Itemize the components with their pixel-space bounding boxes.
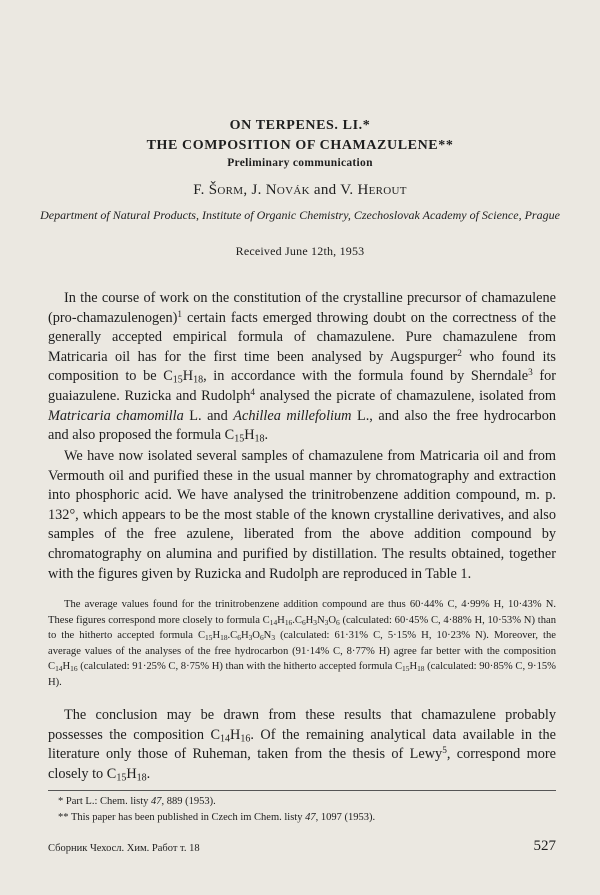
footnote-2: ** This paper has been published in Czech im Chem. listy 47, 1097 (1953). [58,812,376,823]
reference-mark: 2 [457,348,462,359]
author-separator: and V. [309,182,358,198]
reference-mark: 1 [177,309,183,320]
body-paragraph-2: We have now isolated several samples of chamazulene from Matricaria oil and from Vermouth oil and purified these in the usual manner by chromatography and extraction into phosphoric acid. We have analysed the trinitrobenzene addition compound, m. p. 132°, which appears to be the most stable of the known crystalline derivatives, and also samples of the free azulene, liberated from the above addition compound by chromatography on alumina and purified by distillation. The results obtained, together with the figures given by Ruzicka and Rudolph are reproduced in Table 1. [48,448,556,582]
author-3-name: Herout [357,182,407,198]
footnote-1: * Part L.: Chem. listy 47, 889 (1953). [58,796,216,807]
page-number: 527 [533,838,556,854]
title-line-2: THE COMPOSITION OF CHAMAZULENE** [146,138,454,153]
authors [0,182,600,199]
species-name: Matricaria chamomilla [48,407,184,424]
species-name: Achillea millefolium [233,407,352,424]
author-1-initial: F. [193,182,209,198]
reference-mark: 3 [528,368,533,379]
body-paragraph-1: In the course of work on the constitution of the crystalline precursor of chamazulene (pro-chamazulenogen)$^1$ certain facts emerged throwing doubt on the correctness of the generally accepted empirical formula of chamazulene. Pure chamazulene from Matricaria oil has for the first time been analysed by Augspurger$^2$ who found its composition to be $C_{15}H_{18}$, in accordance with the formula found by Sherndale$^3$ for guaiazulene. Ruzicka and Rudolph$^4$ analysed the picrate of chamazulene, isolated from Matricaria chamomilla L. and Achillea millefolium L., and also the free hydrocarbon and also proposed the formula $C_{15}H_{18}$. [48,290,557,445]
author-2-name: Novák [265,182,310,198]
reference-mark: 5 [442,746,447,757]
body-paragraph-3: The conclusion may be drawn from these results that chamazulene probably possesses the composition $C_{14}H_{16}$. Of the remaining analytical data available in the literature only those of Ruheman, taken from the thesis of Lewy$^5$, correspond more closely to $C_{15}H_{18}$. [48,707,556,784]
subtitle: Preliminary communication [227,157,373,169]
footnotes [48,790,556,826]
author-separator: , J. [243,182,266,198]
title-line-1: ON TERPENES. LI.* [229,118,371,133]
received-date: Received June 12th, 1953 [235,244,365,258]
journal-name: Сборник Чехосл. Хим. Работ т. 18 [48,843,200,854]
author-1-name: Šorm [208,182,244,198]
results-paragraph: The average values found for the trinitrobenzene addition compound are thus 60·44% C, 4·99% H, 10·43% N. These figures correspond more closely to formula $C_{14}H_{16}.C_6H_3N_3O_6$ (calculated: 60·45% C, 4·88% H, 10·53% N) than to the hitherto accepted formula $C_{15}H_{18}.C_6H_3O_6N_3$ (calculated: 61·31% C, 5·15% H, 10·23% N). Moreover, the average values of the analyses of the free hydrocarbon (91·14% C, 8·77% H) agree far better with the composition $C_{14}H_{16}$ (calculated: 91·25% C, 8·75% H) than with the hitherto accepted formula $C_{15}H_{18}$ (calculated: 90·85% C, 9·15% H). [48,599,556,688]
reference-mark: 4 [250,387,256,398]
affiliation: Department of Natural Products, Institute of Organic Chemistry, Czechoslovak Academy of Science, Prague [40,208,560,222]
